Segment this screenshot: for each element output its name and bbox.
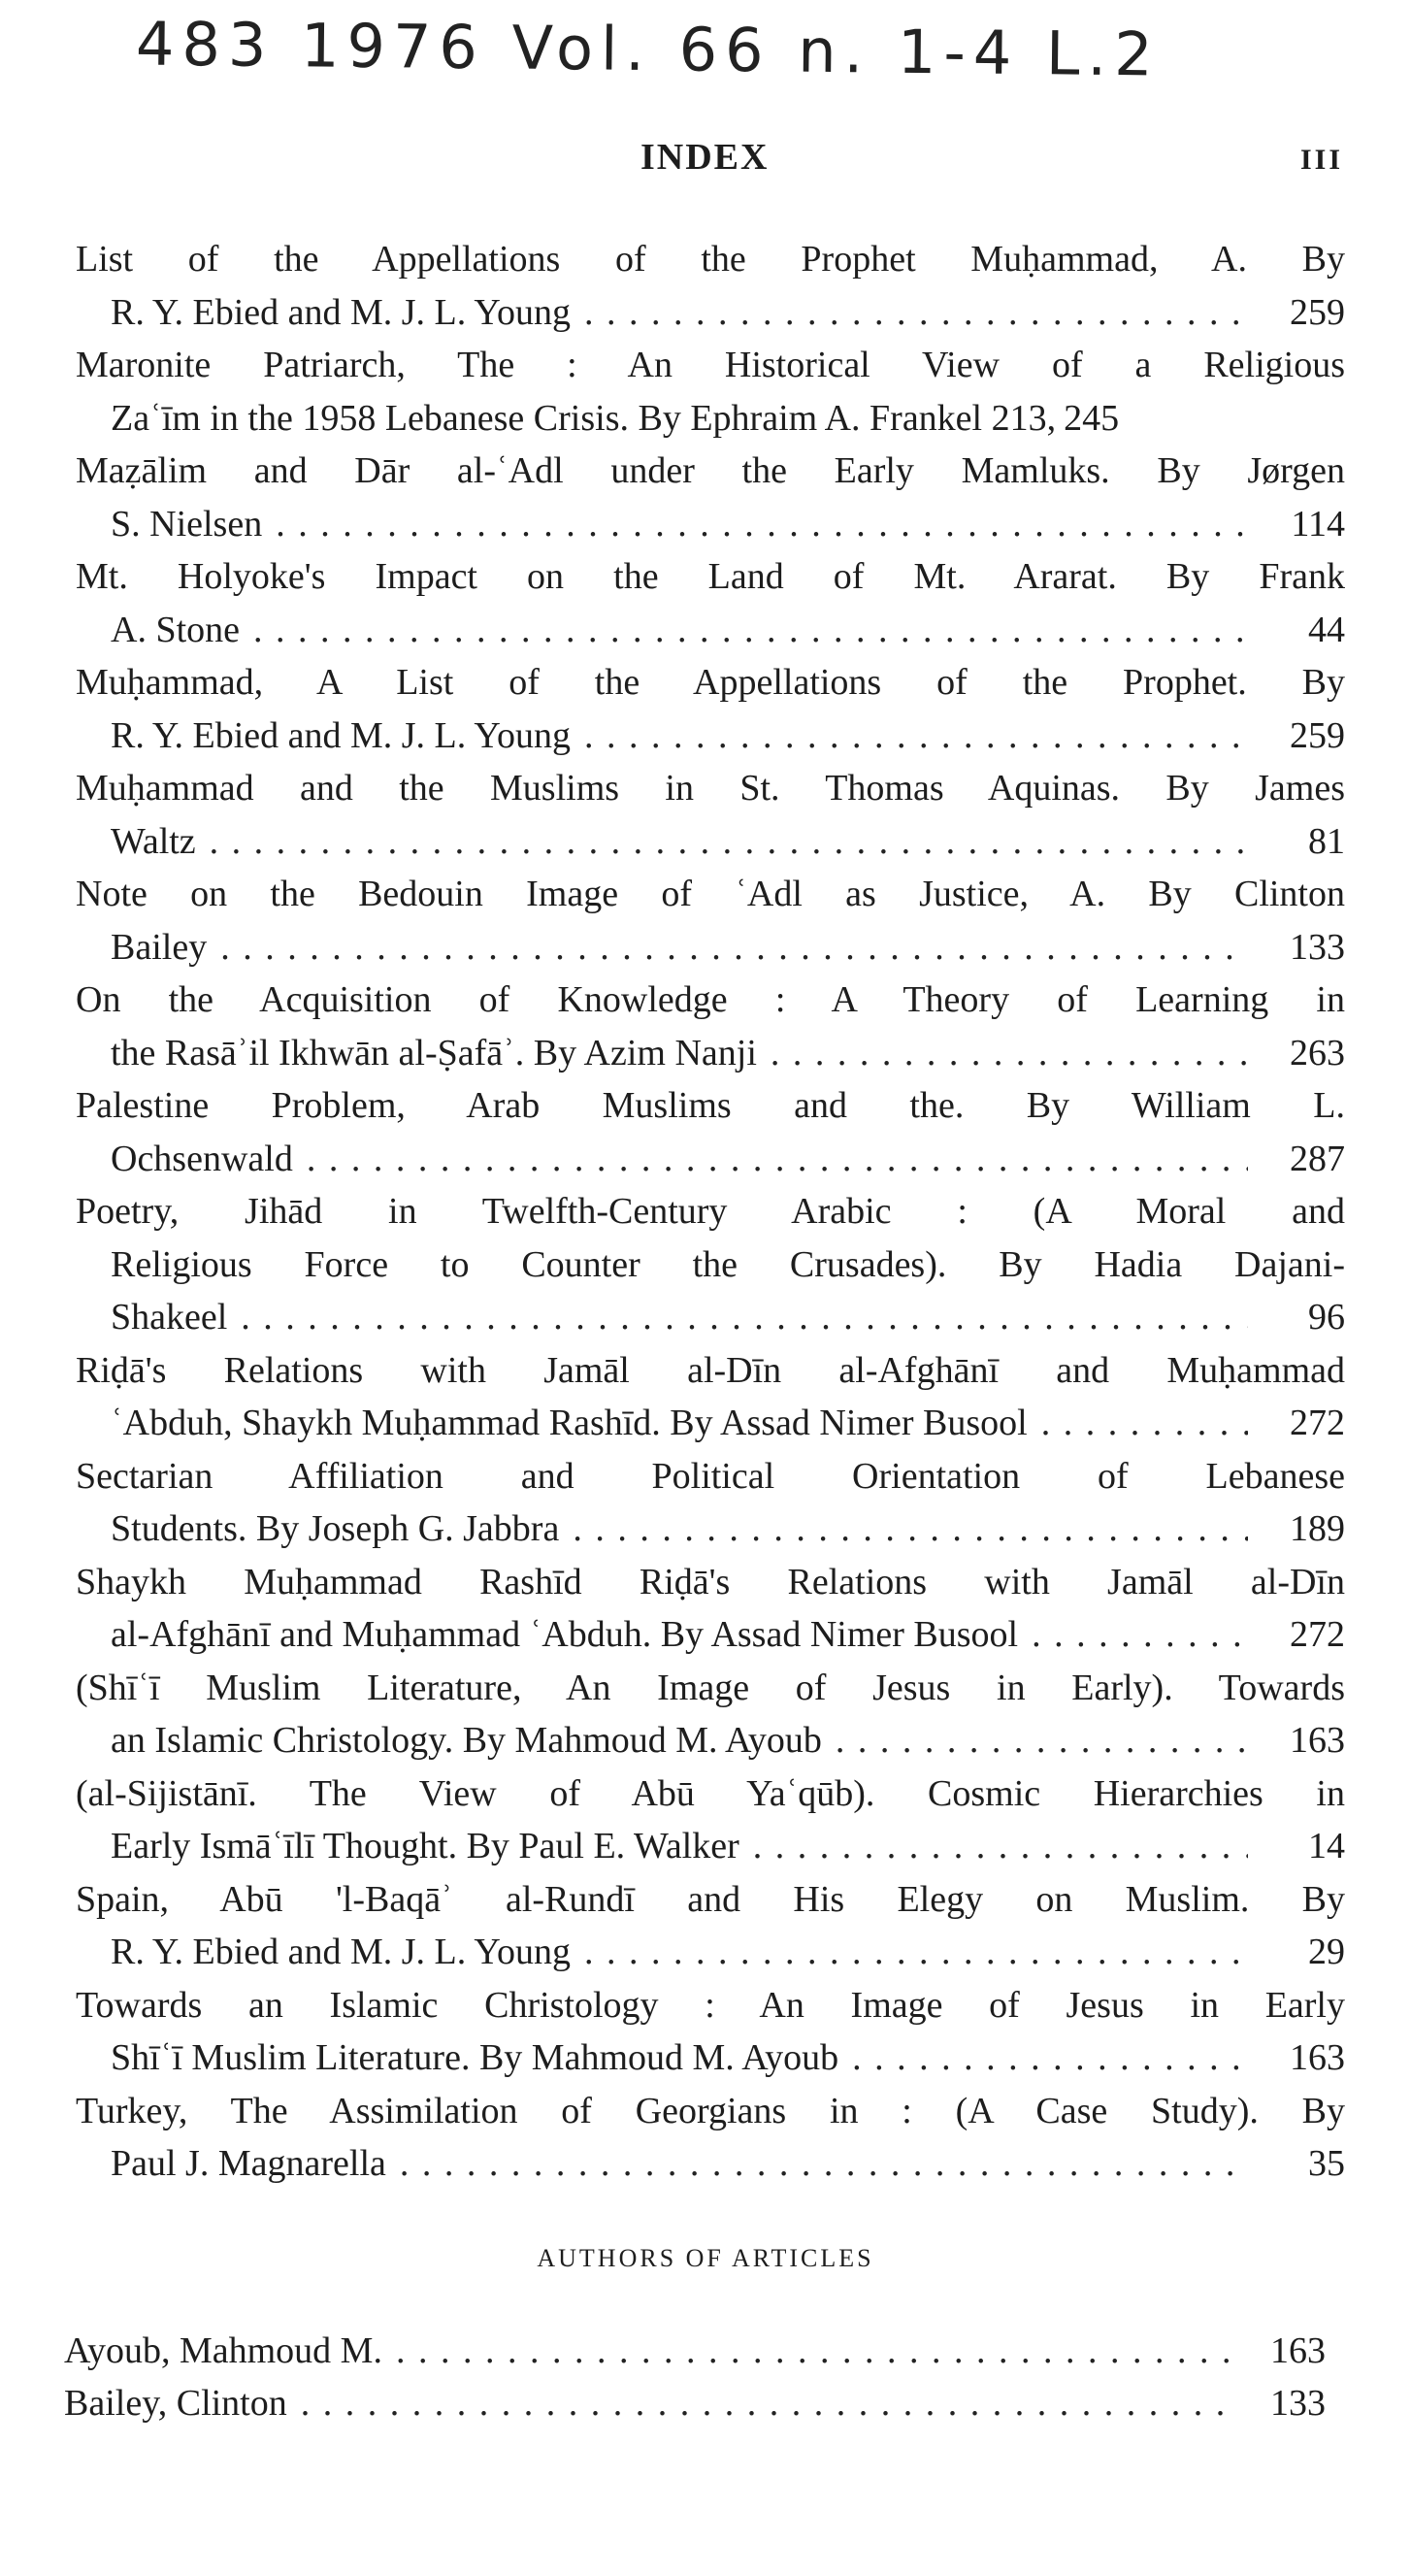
index-entry bbox=[76, 1079, 1345, 1185]
dot-leader bbox=[287, 2377, 1229, 2429]
entry-text: Note on the Bedouin Image of ʿAdl as Justice, A. By Clinton bbox=[76, 874, 1345, 914]
entry-text: Ochsenwald bbox=[111, 1138, 293, 1179]
dot-leader bbox=[293, 1133, 1248, 1186]
page-title: INDEX bbox=[640, 137, 770, 178]
page-number: III bbox=[1300, 144, 1344, 176]
entry-text: Palestine Problem, Arab Muslims and the. By William L. bbox=[76, 1085, 1345, 1126]
entry-text: Towards an Islamic Christology : An Image of Jesus in Early bbox=[76, 1984, 1345, 2026]
entry-text: Zaʿīm in the 1958 Lebanese Crisis. By Ephraim A. Frankel 213, bbox=[111, 397, 1057, 439]
index-entry bbox=[76, 1185, 1345, 1344]
author-name: Bailey, Clinton bbox=[64, 2383, 287, 2424]
index-entry bbox=[76, 868, 1345, 974]
entry-text: Shīʿī Muslim Literature. By Mahmoud M. Ayoub bbox=[111, 2037, 839, 2078]
index-entry bbox=[76, 1873, 1345, 1979]
entry-text: A. Stone bbox=[111, 609, 240, 650]
dot-leader bbox=[227, 1291, 1248, 1344]
dot-leader bbox=[757, 1027, 1248, 1080]
index-entry bbox=[76, 2085, 1345, 2191]
entry-page-number: 259 bbox=[1290, 714, 1345, 756]
entry-text: (al-Sijistānī. The View of Abū Yaʿqūb). Cosmic Hierarchies in bbox=[76, 1772, 1345, 1814]
entry-page-number: 245 bbox=[1064, 397, 1120, 439]
dot-leader bbox=[571, 1926, 1248, 1979]
entry-text: Students. By Joseph G. Jabbra bbox=[111, 1508, 560, 1549]
entry-text: R. Y. Ebied and M. J. L. Young bbox=[111, 714, 571, 756]
index-entry bbox=[76, 550, 1345, 656]
dot-leader bbox=[559, 1503, 1248, 1556]
dot-leader bbox=[822, 1714, 1248, 1767]
index-entry bbox=[76, 762, 1345, 868]
author-page-number: 133 bbox=[1270, 2383, 1326, 2424]
handwritten-shelf-mark: 483 1976 Vol. 66 n. 1-4 L.2 bbox=[135, 8, 1162, 90]
entry-text: Muḥammad, A List of the Appellations of the Prophet. By bbox=[76, 662, 1345, 703]
dot-leader bbox=[1018, 1608, 1248, 1662]
entry-text: Religious Force to Counter the Crusades). By Hadia Dajani- bbox=[111, 1243, 1345, 1285]
dot-leader bbox=[196, 815, 1248, 869]
entry-page-number: 272 bbox=[1290, 1403, 1345, 1443]
dot-leader bbox=[382, 2325, 1229, 2377]
entry-page-number: 14 bbox=[1308, 1826, 1345, 1866]
entry-text: an Islamic Christology. By Mahmoud M. Ayoub bbox=[111, 1720, 822, 1761]
dot-leader bbox=[739, 1820, 1248, 1873]
dot-leader bbox=[207, 921, 1248, 974]
index-entry bbox=[76, 445, 1345, 550]
entry-text: Sectarian Affiliation and Political Orientation of Lebanese bbox=[76, 1455, 1345, 1497]
entry-text: R. Y. Ebied and M. J. L. Young bbox=[111, 1932, 571, 1972]
dot-leader bbox=[571, 286, 1248, 340]
entry-text: ʿAbduh, Shaykh Muḥammad Rashīd. By Assad Nimer Busool bbox=[111, 1403, 1028, 1443]
entry-text: List of the Appellations of the Prophet Muḥammad, A. By bbox=[76, 239, 1345, 280]
index-entry bbox=[76, 1662, 1345, 1767]
entry-text: R. Y. Ebied and M. J. L. Young bbox=[111, 291, 571, 333]
entry-page-number: 81 bbox=[1308, 820, 1345, 862]
dot-leader bbox=[386, 2137, 1248, 2191]
entry-text: Mt. Holyoke's Impact on the Land of Mt. Ararat. By Frank bbox=[76, 556, 1345, 597]
index-entry bbox=[76, 1556, 1345, 1662]
entry-text: Maronite Patriarch, The : An Historical View of a Religious bbox=[76, 345, 1345, 385]
entry-page-number: 272 bbox=[1290, 1614, 1345, 1655]
entry-text: Riḍā's Relations with Jamāl al-Dīn al-Afghānī and Muḥammad bbox=[76, 1349, 1345, 1391]
entry-page-number: 263 bbox=[1290, 1032, 1345, 1073]
entry-page-number: 259 bbox=[1290, 291, 1345, 333]
entry-text: S. Nielsen bbox=[111, 503, 263, 545]
entry-page-number: 44 bbox=[1308, 609, 1345, 650]
dot-leader bbox=[240, 604, 1248, 657]
entry-page-number: 287 bbox=[1290, 1138, 1345, 1179]
author-page-number: 163 bbox=[1270, 2330, 1326, 2371]
author-entry bbox=[64, 2325, 1326, 2377]
entry-page-number: 35 bbox=[1308, 2143, 1345, 2184]
author-name: Ayoub, Mahmoud M. bbox=[64, 2330, 382, 2371]
entry-text: Turkey, The Assimilation of Georgians in : (A Case Study). By bbox=[76, 2090, 1345, 2131]
authors-heading: AUTHORS OF ARTICLES bbox=[537, 2244, 874, 2272]
entry-text: Maẓālim and Dār al-ʿAdl under the Early Mamluks. By Jørgen bbox=[76, 450, 1345, 491]
entry-text: Early Ismāʿīlī Thought. By Paul E. Walker bbox=[111, 1826, 739, 1866]
entry-text: Shaykh Muḥammad Rashīd Riḍā's Relations with Jamāl al-Dīn bbox=[76, 1561, 1345, 1602]
index-entry bbox=[76, 233, 1345, 339]
index-entry bbox=[76, 656, 1345, 762]
entry-text: Spain, Abū 'l-Baqāʾ al-Rundī and His Elegy on Muslim. By bbox=[76, 1878, 1345, 1920]
index-entry bbox=[76, 1450, 1345, 1556]
entry-text: the Rasāʾil Ikhwān al-Ṣafāʾ. By Azim Nanji bbox=[111, 1032, 757, 1073]
entry-text: Muḥammad and the Muslims in St. Thomas Aquinas. By James bbox=[76, 768, 1345, 809]
entry-page-number: 114 bbox=[1291, 503, 1345, 545]
entry-text: (Shīʿī Muslim Literature, An Image of Jesus in Early). Towards bbox=[76, 1667, 1345, 1708]
dot-leader bbox=[571, 710, 1248, 763]
author-entry bbox=[64, 2377, 1326, 2429]
entry-page-number: 29 bbox=[1308, 1932, 1345, 1972]
authors-list bbox=[64, 2325, 1326, 2429]
running-head bbox=[0, 136, 1411, 194]
index-entry bbox=[76, 1767, 1345, 1873]
entry-page-number: 163 bbox=[1290, 1720, 1345, 1761]
entry-text: Paul J. Magnarella bbox=[111, 2143, 386, 2184]
entry-page-number: 189 bbox=[1290, 1508, 1345, 1549]
dot-leader bbox=[838, 2031, 1248, 2085]
entry-text: On the Acquisition of Knowledge : A Theory of Learning in bbox=[76, 979, 1345, 1020]
index-entries bbox=[76, 233, 1345, 2191]
index-entry bbox=[76, 1344, 1345, 1450]
entry-text: al-Afghānī and Muḥammad ʿAbduh. By Assad Nimer Busool bbox=[111, 1614, 1019, 1655]
entry-text: Waltz bbox=[111, 820, 196, 862]
dot-leader bbox=[262, 498, 1248, 551]
entry-page-number: 133 bbox=[1290, 926, 1345, 968]
entry-text: Bailey bbox=[111, 926, 208, 968]
dot-leader bbox=[1028, 1397, 1248, 1450]
entry-text: Shakeel bbox=[111, 1297, 228, 1338]
entry-page-number: 163 bbox=[1290, 2037, 1345, 2078]
entry-page-number: 96 bbox=[1308, 1297, 1345, 1338]
index-entry bbox=[76, 339, 1345, 445]
index-entry bbox=[76, 1979, 1345, 2085]
entry-text: Poetry, Jihād in Twelfth-Century Arabic : (A Moral and bbox=[76, 1191, 1345, 1232]
index-entry bbox=[76, 974, 1345, 1079]
